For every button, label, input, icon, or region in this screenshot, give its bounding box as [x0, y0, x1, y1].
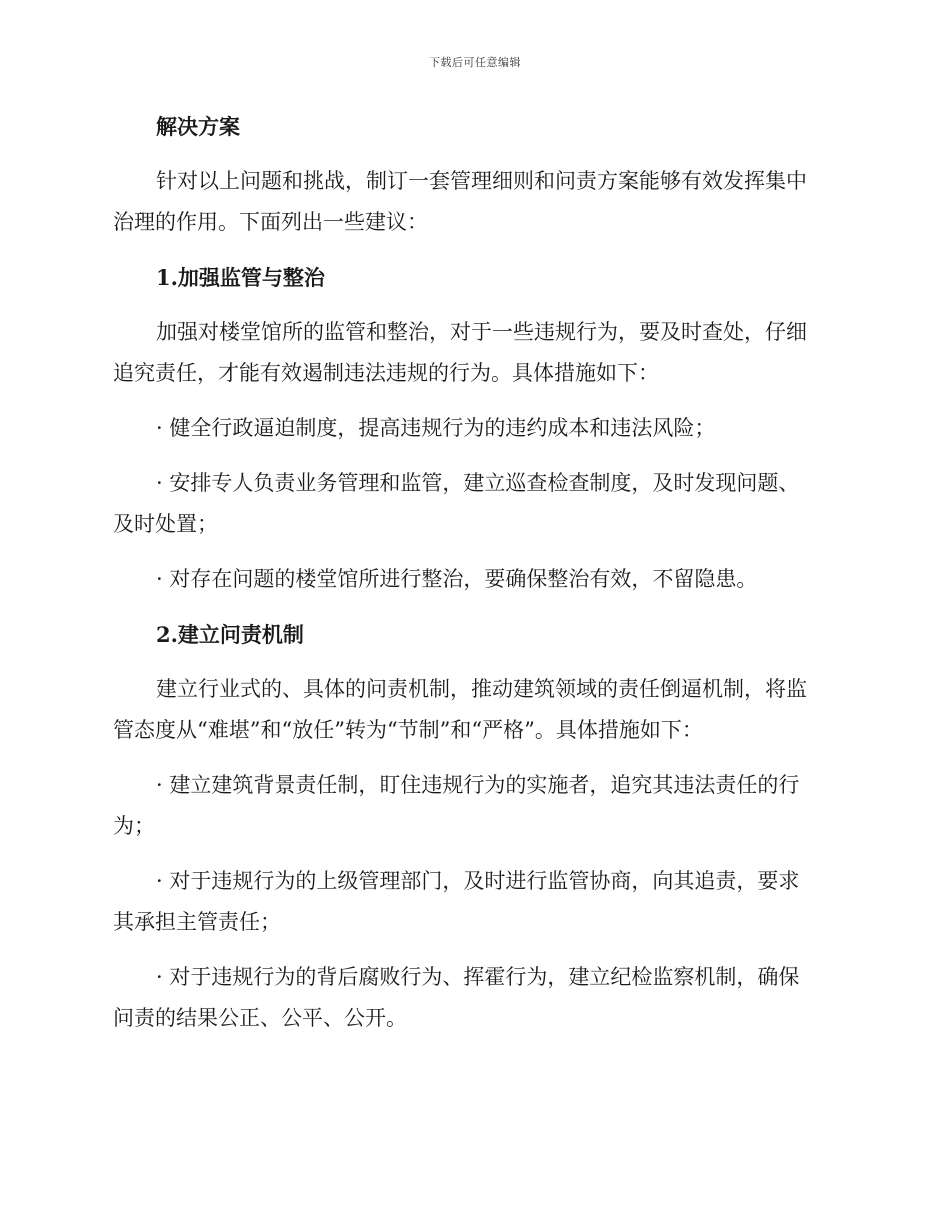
bullet-item-continuation: 其承担主管责任；: [113, 910, 281, 934]
spacer: [113, 847, 837, 861]
bullet-item: · 对于违规行为的上级管理部门，及时进行监管协商，向其追责，要求: [156, 869, 800, 893]
spacer: [113, 298, 837, 312]
paragraph-line: 管态度从“难堪”和“放任”转为“节制”和“严格”。具体措施如下：: [113, 718, 703, 742]
section-title: 解决方案: [156, 114, 240, 139]
paragraph-line: 建立行业式的、具体的问责机制，推动建筑领域的责任倒逼机制，将监: [156, 677, 807, 701]
paragraph-line: 加强对楼堂馆所的监管和整治，对于一些违规行为，要及时查处，仔细: [156, 320, 807, 344]
spacer: [113, 600, 837, 614]
spacer: [113, 751, 837, 765]
intro-paragraph-line: 针对以上问题和挑战，制订一套管理细则和问责方案能够有效发挥集中: [156, 169, 807, 193]
intro-paragraph-line: 治理的作用。下面列出一些建议：: [113, 210, 428, 234]
bullet-item-continuation: 问责的结果公正、公平、公开。: [113, 1006, 407, 1030]
subsection-title: 1.加强监管与整治: [156, 265, 325, 290]
bullet-item: · 建立建筑背景责任制，盯住违规行为的实施者，追究其违法责任的行: [156, 773, 800, 797]
document-body: [113, 106, 837, 1039]
spacer: [113, 943, 837, 957]
bullet-item: · 安排专人负责业务管理和监管，建立巡查检查制度，及时发现问题、: [156, 471, 800, 495]
bullet-item-continuation: 及时处置；: [113, 512, 218, 536]
spacer: [113, 655, 837, 669]
spacer: [113, 449, 837, 463]
paragraph-line: 追究责任，才能有效遏制违法违规的行为。具体措施如下：: [113, 361, 659, 385]
bullet-item: · 对于违规行为的背后腐败行为、挥霍行为，建立纪检监察机制，确保: [156, 965, 800, 989]
bullet-item-continuation: 为；: [113, 814, 155, 838]
bullet-item: · 对存在问题的楼堂馆所进行整治，要确保整治有效，不留隐患。: [156, 567, 758, 591]
spacer: [113, 394, 837, 408]
spacer: [113, 545, 837, 559]
spacer: [113, 243, 837, 257]
bullet-item: · 健全行政逼迫制度，提高违规行为的违约成本和违法风险；: [156, 416, 716, 440]
page-header: 下载后可任意编辑: [429, 56, 521, 69]
subsection-title: 2.建立问责机制: [156, 622, 304, 647]
spacer: [113, 147, 837, 161]
